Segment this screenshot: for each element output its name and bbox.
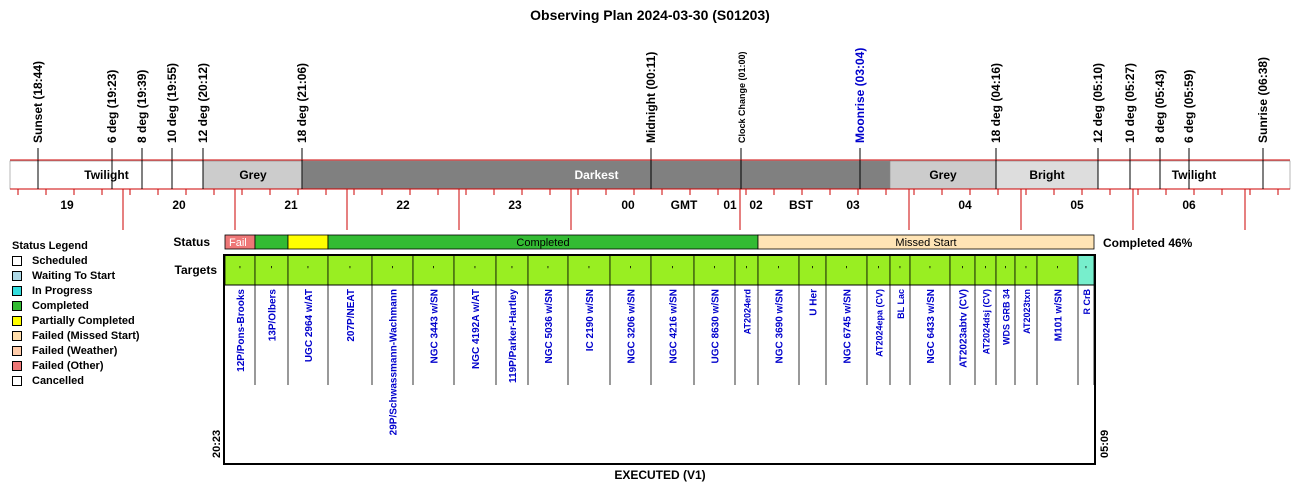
target-name[interactable]: AT2024epa (CV) xyxy=(874,289,885,357)
hour-axis xyxy=(18,189,1278,230)
hour-label: 19 xyxy=(60,198,74,212)
legend-item xyxy=(12,269,115,282)
legend-item xyxy=(12,314,135,327)
legend-swatch xyxy=(12,361,22,371)
target-marker: ' xyxy=(629,265,632,276)
page-title: Observing Plan 2024-03-30 (S01203) xyxy=(530,7,770,23)
target-name[interactable]: IC 2190 w/SN xyxy=(585,289,596,352)
target-marker: ' xyxy=(984,265,987,276)
event-label: 10 deg (05:27) xyxy=(1123,62,1137,143)
legend-swatch xyxy=(12,286,22,296)
event-label: 8 deg (19:39) xyxy=(135,69,149,143)
target-marker: ' xyxy=(877,265,880,276)
target-name[interactable]: WDS GRB 34 xyxy=(1001,289,1012,346)
legend-swatch xyxy=(12,271,22,281)
hour-label: 03 xyxy=(846,198,860,212)
target-marker: ' xyxy=(391,265,394,276)
legend-swatch xyxy=(12,376,22,386)
target-name[interactable]: AT2023abtv (CV) xyxy=(958,289,970,368)
sky-band-label: Darkest xyxy=(574,168,619,182)
target-marker: ' xyxy=(845,265,848,276)
targets-row xyxy=(225,255,1094,285)
target-name[interactable]: NGC 4216 w/SN xyxy=(668,289,680,364)
target-marker: ' xyxy=(588,265,590,276)
event-markers xyxy=(31,48,1270,160)
target-marker: ' xyxy=(961,265,964,276)
legend-swatch xyxy=(12,346,22,356)
target-marker: ' xyxy=(671,265,674,276)
target-name[interactable]: AT2024erd xyxy=(742,289,753,335)
target-marker: ' xyxy=(745,265,748,276)
target-marker: ' xyxy=(1004,265,1007,276)
legend-swatch xyxy=(12,256,22,266)
target-name[interactable]: NGC 4192A w/AT xyxy=(471,289,482,370)
sky-band-label: Grey xyxy=(239,168,267,182)
event-label: 12 deg (05:10) xyxy=(1091,62,1105,143)
legend-swatch xyxy=(12,316,22,326)
target-name[interactable]: BL Lac xyxy=(896,289,906,319)
legend-label: Failed (Other) xyxy=(32,359,104,372)
target-marker: ' xyxy=(811,265,814,276)
target-name[interactable]: NGC 3690 w/SN xyxy=(774,289,786,364)
target-name[interactable]: NGC 6433 w/SN xyxy=(926,289,937,364)
status-block-label: Completed xyxy=(516,237,570,249)
status-block[interactable] xyxy=(288,235,328,249)
status-legend-title xyxy=(12,239,88,252)
target-name[interactable]: 29P/Schwassmann-Wachmann xyxy=(388,289,400,436)
legend-item xyxy=(12,374,84,387)
event-label: 12 deg (20:12) xyxy=(196,62,210,143)
target-name[interactable]: 119P/Parker-Hartley xyxy=(508,289,519,383)
target-marker: ' xyxy=(929,265,931,276)
hour-label: 20 xyxy=(172,198,186,212)
legend-item xyxy=(12,254,88,267)
target-name[interactable]: NGC 3206 w/SN xyxy=(626,289,638,364)
target-names xyxy=(225,285,1094,435)
target-marker: ' xyxy=(547,265,549,276)
event-label: 18 deg (04:16) xyxy=(989,62,1003,143)
status-row xyxy=(225,235,1094,249)
hour-label: GMT xyxy=(670,198,698,212)
target-marker: ' xyxy=(1025,265,1027,276)
target-name[interactable]: 12P/Pons-Brooks xyxy=(236,289,247,372)
target-marker: ' xyxy=(307,265,309,276)
sky-band-label: Bright xyxy=(1029,168,1065,182)
target-name[interactable]: 13P/Olbers xyxy=(267,289,279,342)
hour-label: 05 xyxy=(1070,198,1084,212)
event-label: 18 deg (21:06) xyxy=(295,62,309,143)
legend-item xyxy=(12,359,104,372)
sky-band-label: Grey xyxy=(929,168,957,182)
event-label: Sunrise (06:38) xyxy=(1256,56,1270,143)
target-name[interactable]: 207P/NEAT xyxy=(346,289,357,342)
hour-label: 00 xyxy=(621,198,635,212)
legend-label: Cancelled xyxy=(32,374,84,387)
target-name[interactable]: M101 w/SN xyxy=(1053,289,1065,342)
status-block[interactable] xyxy=(255,235,288,249)
target-marker: ' xyxy=(511,265,513,276)
completed-summary: Completed 46% xyxy=(1103,236,1193,250)
hour-label: 04 xyxy=(958,198,972,212)
target-marker: ' xyxy=(777,265,780,276)
legend-swatch xyxy=(12,331,22,341)
sky-band-label: Twilight xyxy=(84,168,129,182)
event-label: 8 deg (05:43) xyxy=(1153,69,1167,143)
event-label: Sunset (18:44) xyxy=(31,60,45,143)
target-marker: ' xyxy=(1085,265,1087,276)
target-marker: ' xyxy=(1056,265,1059,276)
sky-band-label: Twilight xyxy=(1171,168,1217,182)
targets-row-label: Targets xyxy=(174,263,217,277)
target-name[interactable]: AT2024dsj (CV) xyxy=(981,289,992,355)
legend-item xyxy=(12,284,93,297)
legend-item xyxy=(12,344,117,357)
target-name[interactable]: R CrB xyxy=(1082,289,1092,315)
target-marker: ' xyxy=(899,265,901,276)
hour-label: 01 xyxy=(723,198,737,212)
target-name[interactable]: NGC 3443 w/SN xyxy=(429,289,441,364)
event-label: 10 deg (19:55) xyxy=(165,62,179,143)
target-name[interactable]: UGC 2964 w/AT xyxy=(304,289,315,363)
sky-bands xyxy=(10,160,1290,189)
target-marker: ' xyxy=(270,265,273,276)
hour-label: BST xyxy=(789,198,813,212)
target-marker: ' xyxy=(474,265,476,276)
event-label: Midnight (00:11) xyxy=(644,51,658,143)
legend-label: Failed (Missed Start) xyxy=(32,329,140,342)
event-label: Clock Change (01:00) xyxy=(737,51,747,143)
target-name[interactable]: NGC 6745 w/SN xyxy=(842,289,854,364)
legend-label: Failed (Weather) xyxy=(32,344,118,357)
legend-label: Completed xyxy=(32,299,89,312)
target-name[interactable]: NGC 5036 w/SN xyxy=(544,289,555,364)
start-time: 20:23 xyxy=(211,429,223,458)
legend-label: Scheduled xyxy=(32,254,88,267)
legend-label: In Progress xyxy=(32,284,93,297)
event-label: 6 deg (05:59) xyxy=(1182,69,1196,143)
hour-label: 02 xyxy=(749,198,763,212)
legend-label: Partially Completed xyxy=(32,314,135,327)
legend-item xyxy=(12,329,140,342)
event-label: 6 deg (19:23) xyxy=(105,69,119,143)
hour-label: 23 xyxy=(508,198,522,212)
target-name[interactable]: UGC 8630 w/SN xyxy=(710,289,722,364)
status-block-label: Fail xyxy=(229,237,247,249)
legend-swatch xyxy=(12,301,22,311)
status-legend-title-text: Status Legend xyxy=(12,239,88,252)
target-name[interactable]: AT2023txn xyxy=(1022,289,1032,334)
hour-label: 21 xyxy=(284,198,298,212)
target-marker: ' xyxy=(349,265,351,276)
legend-item xyxy=(12,299,89,312)
hour-label: 06 xyxy=(1182,198,1196,212)
legend-label: Waiting To Start xyxy=(32,269,116,282)
target-marker: ' xyxy=(432,265,435,276)
target-marker: ' xyxy=(713,265,716,276)
target-name[interactable]: U Her xyxy=(808,289,820,316)
end-time: 05:09 xyxy=(1099,429,1111,458)
footer-label: EXECUTED (V1) xyxy=(614,468,706,482)
hour-label: 22 xyxy=(396,198,410,212)
target-marker: ' xyxy=(239,265,241,276)
status-row-label: Status xyxy=(173,235,210,249)
status-block-label: Missed Start xyxy=(895,237,957,249)
event-label: Moonrise (03:04) xyxy=(853,47,867,143)
